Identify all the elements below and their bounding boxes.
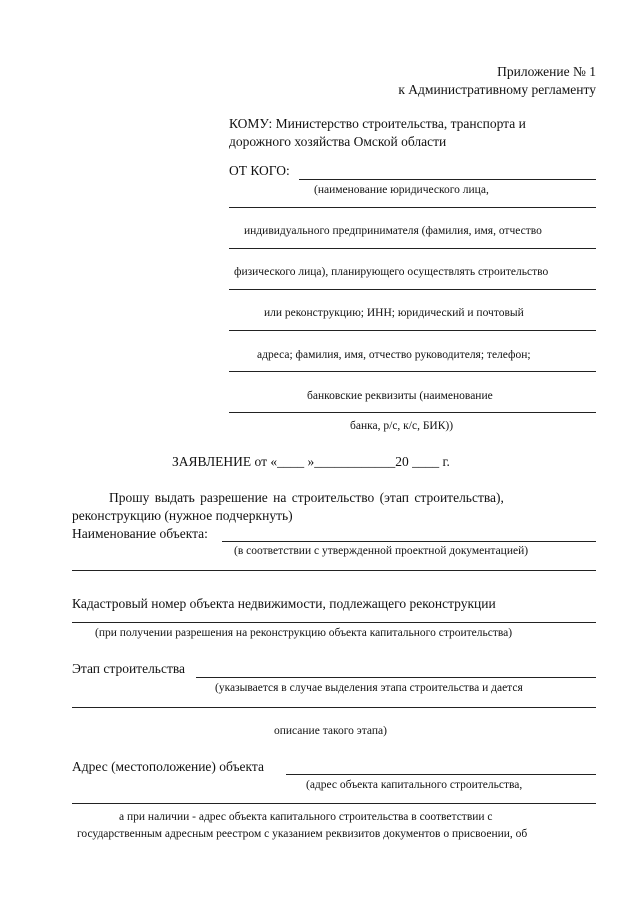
stage-hint-1: (указывается в случае выделения этапа строительства и дается (215, 682, 523, 694)
stage-field[interactable] (196, 677, 596, 678)
from-hint-6: банковские реквизиты (наименование (307, 390, 493, 402)
statement-title: ЗАЯВЛЕНИЕ от «____ »____________20 ____ г. (172, 454, 450, 469)
object-name-field-2[interactable] (72, 570, 596, 571)
from-field-line-3[interactable] (229, 248, 596, 249)
from-hint-1: (наименование юридического лица, (314, 184, 489, 196)
recipient-line-2: дорожного хозяйства Омской области (229, 134, 447, 149)
from-field-line-4[interactable] (229, 289, 596, 290)
request-text-line-2: реконструкцию (нужное подчеркнуть) (72, 508, 293, 523)
from-field-line[interactable] (299, 179, 596, 180)
recipient-line-1: КОМУ: Министерство строительства, транспорта и (229, 116, 526, 131)
from-hint-3: физического лица), планирующего осуществлять строительство (234, 266, 549, 278)
address-field[interactable] (286, 774, 596, 775)
cadastral-hint: (при получении разрешения на реконструкцию объекта капитального строительства) (95, 627, 513, 639)
from-hint-7: банка, р/с, к/с, БИК)) (350, 420, 454, 432)
address-hint-1: (адрес объекта капитального строительства, (306, 779, 523, 791)
object-name-field[interactable] (222, 541, 596, 542)
stage-label: Этап строительства (72, 661, 186, 676)
from-field-line-6[interactable] (229, 371, 596, 372)
address-hint-3: государственным адресным реестром с указанием реквизитов документов о присвоении, об (77, 828, 528, 840)
from-field-line-2[interactable] (229, 207, 596, 208)
from-label: ОТ КОГО: (229, 163, 290, 178)
address-field-2[interactable] (72, 803, 596, 804)
appendix-number: Приложение № 1 (497, 64, 596, 79)
object-name-label: Наименование объекта: (72, 526, 208, 541)
from-hint-2: индивидуального предпринимателя (фамилия, имя, отчество (244, 225, 542, 237)
from-field-line-7[interactable] (229, 412, 596, 413)
cadastral-label: Кадастровый номер объекта недвижимости, подлежащего реконструкции (72, 596, 496, 611)
from-hint-4: или реконструкцию; ИНН; юридический и почтовый (264, 307, 524, 319)
address-label: Адрес (местоположение) объекта (72, 759, 264, 774)
appendix-reference: к Административному регламенту (398, 82, 596, 97)
stage-field-2[interactable] (72, 707, 596, 708)
address-hint-2: а при наличии - адрес объекта капитального строительства в соответствии с (119, 811, 493, 823)
from-field-line-5[interactable] (229, 330, 596, 331)
request-text-line-1: Прошу выдать разрешение на строительство (этап строительства), (109, 490, 504, 505)
cadastral-field[interactable] (72, 622, 596, 623)
object-name-hint: (в соответствии с утвержденной проектной документацией) (234, 545, 529, 557)
stage-hint-2: описание такого этапа) (274, 725, 387, 737)
from-hint-5: адреса; фамилия, имя, отчество руководителя; телефон; (257, 349, 531, 361)
